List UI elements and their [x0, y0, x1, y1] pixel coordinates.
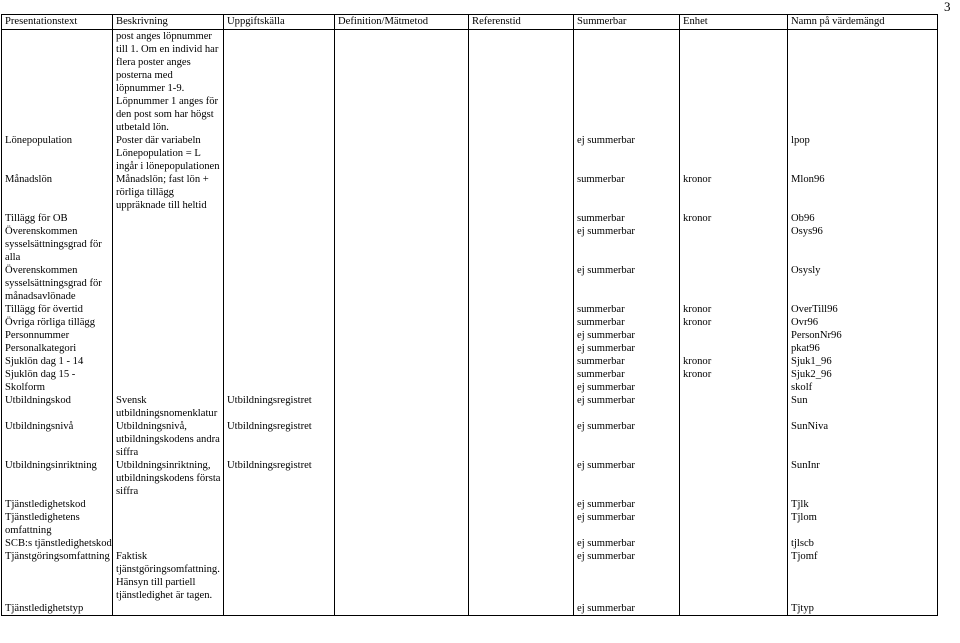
- cell-beskrivning: Poster där variabeln Lönepopulation = L ingår i lönepopulationen: [113, 134, 224, 173]
- cell-uppgiftskalla: [224, 316, 335, 329]
- cell-varde-namn: skolf: [788, 381, 938, 394]
- cell-referenstid: [469, 303, 574, 316]
- cell-varde-namn: Sun: [788, 394, 938, 420]
- cell-varde-namn: PersonNr96: [788, 329, 938, 342]
- cell-enhet: kronor: [680, 212, 788, 225]
- cell-beskrivning: [113, 602, 224, 616]
- table-row: [2, 511, 938, 537]
- cell-definition: [335, 602, 469, 616]
- cell-definition: [335, 550, 469, 602]
- table-row: [2, 264, 938, 303]
- cell-enhet: [680, 537, 788, 550]
- cell-presentationstext: Tjänstledighetskod: [2, 498, 113, 511]
- cell-enhet: [680, 602, 788, 616]
- cell-referenstid: [469, 498, 574, 511]
- cell-varde-namn: Tjlk: [788, 498, 938, 511]
- cell-referenstid: [469, 355, 574, 368]
- cell-presentationstext: Personalkategori: [2, 342, 113, 355]
- cell-varde-namn: Sjuk1_96: [788, 355, 938, 368]
- cell-presentationstext: Utbildningsinriktning: [2, 459, 113, 498]
- cell-varde-namn: pkat96: [788, 342, 938, 355]
- table-header-row: [2, 15, 938, 30]
- cell-definition: [335, 134, 469, 173]
- cell-summerbar: ej summerbar: [574, 537, 680, 550]
- cell-summerbar: ej summerbar: [574, 394, 680, 420]
- cell-summerbar: ej summerbar: [574, 498, 680, 511]
- cell-referenstid: [469, 342, 574, 355]
- cell-summerbar: summerbar: [574, 303, 680, 316]
- column-header: Uppgiftskälla: [224, 15, 335, 30]
- cell-beskrivning: Månadslön; fast lön + rörliga tillägg uppräknade till heltid: [113, 173, 224, 212]
- cell-summerbar: ej summerbar: [574, 134, 680, 173]
- table-row: [2, 355, 938, 368]
- cell-presentationstext: Tjänstledighetstyp: [2, 602, 113, 616]
- cell-summerbar: summerbar: [574, 212, 680, 225]
- cell-uppgiftskalla: Utbildningsregistret: [224, 394, 335, 420]
- column-header: Summerbar: [574, 15, 680, 30]
- cell-uppgiftskalla: [224, 264, 335, 303]
- cell-enhet: [680, 30, 788, 135]
- cell-uppgiftskalla: [224, 602, 335, 616]
- cell-beskrivning: post anges löpnummer till 1. Om en individ har flera poster anges posterna med löpnummer 1-9. Löpnummer 1 anges för den post som har högst utbetald lön.: [113, 30, 224, 135]
- cell-presentationstext: Personnummer: [2, 329, 113, 342]
- cell-uppgiftskalla: Utbildningsregistret: [224, 420, 335, 459]
- cell-enhet: kronor: [680, 368, 788, 381]
- cell-uppgiftskalla: [224, 498, 335, 511]
- cell-summerbar: ej summerbar: [574, 550, 680, 602]
- cell-summerbar: summerbar: [574, 368, 680, 381]
- cell-uppgiftskalla: [224, 368, 335, 381]
- cell-enhet: [680, 225, 788, 264]
- cell-presentationstext: Sjuklön dag 15 -: [2, 368, 113, 381]
- column-header: Namn på värdemängd: [788, 15, 938, 30]
- cell-referenstid: [469, 329, 574, 342]
- cell-varde-namn: Osys96: [788, 225, 938, 264]
- cell-referenstid: [469, 511, 574, 537]
- cell-enhet: [680, 342, 788, 355]
- cell-presentationstext: Tjänstledighetens omfattning: [2, 511, 113, 537]
- cell-referenstid: [469, 134, 574, 173]
- cell-definition: [335, 303, 469, 316]
- cell-enhet: [680, 134, 788, 173]
- table-row: [2, 381, 938, 394]
- cell-summerbar: summerbar: [574, 316, 680, 329]
- cell-uppgiftskalla: [224, 173, 335, 212]
- variable-table: [1, 14, 938, 616]
- cell-referenstid: [469, 225, 574, 264]
- cell-enhet: kronor: [680, 355, 788, 368]
- cell-summerbar: summerbar: [574, 173, 680, 212]
- cell-summerbar: [574, 30, 680, 135]
- cell-beskrivning: Utbildningsinriktning, utbildningskodens första siffra: [113, 459, 224, 498]
- cell-summerbar: ej summerbar: [574, 329, 680, 342]
- cell-uppgiftskalla: [224, 212, 335, 225]
- cell-varde-namn: Ob96: [788, 212, 938, 225]
- cell-beskrivning: [113, 316, 224, 329]
- cell-varde-namn: Tjomf: [788, 550, 938, 602]
- table-row: [2, 498, 938, 511]
- cell-uppgiftskalla: [224, 355, 335, 368]
- cell-definition: [335, 511, 469, 537]
- cell-referenstid: [469, 368, 574, 381]
- table-row: [2, 134, 938, 173]
- cell-summerbar: ej summerbar: [574, 420, 680, 459]
- cell-beskrivning: Utbildningsnivå, utbildningskodens andra siffra: [113, 420, 224, 459]
- table-row: [2, 225, 938, 264]
- cell-beskrivning: [113, 303, 224, 316]
- cell-beskrivning: Faktisk tjänstgöringsomfattning. Hänsyn till partiell tjänstledighet är tagen.: [113, 550, 224, 602]
- cell-enhet: [680, 264, 788, 303]
- column-header: Presentationstext: [2, 15, 113, 30]
- cell-definition: [335, 381, 469, 394]
- cell-definition: [335, 342, 469, 355]
- table-row: [2, 329, 938, 342]
- cell-beskrivning: [113, 498, 224, 511]
- cell-summerbar: ej summerbar: [574, 342, 680, 355]
- cell-summerbar: ej summerbar: [574, 225, 680, 264]
- cell-beskrivning: [113, 381, 224, 394]
- column-header: Referenstid: [469, 15, 574, 30]
- table-row: [2, 342, 938, 355]
- table-row: [2, 550, 938, 602]
- cell-definition: [335, 498, 469, 511]
- cell-referenstid: [469, 264, 574, 303]
- cell-presentationstext: Utbildningsnivå: [2, 420, 113, 459]
- cell-varde-namn: Mlon96: [788, 173, 938, 212]
- cell-presentationstext: Tillägg för övertid: [2, 303, 113, 316]
- cell-summerbar: ej summerbar: [574, 264, 680, 303]
- cell-summerbar: ej summerbar: [574, 602, 680, 616]
- cell-varde-namn: SunNiva: [788, 420, 938, 459]
- cell-referenstid: [469, 537, 574, 550]
- table-row: [2, 316, 938, 329]
- cell-beskrivning: [113, 212, 224, 225]
- cell-beskrivning: Svensk utbildningsnomenklatur: [113, 394, 224, 420]
- cell-uppgiftskalla: Utbildningsregistret: [224, 459, 335, 498]
- cell-presentationstext: Skolform: [2, 381, 113, 394]
- cell-enhet: [680, 329, 788, 342]
- cell-definition: [335, 225, 469, 264]
- cell-summerbar: ej summerbar: [574, 459, 680, 498]
- cell-beskrivning: [113, 355, 224, 368]
- cell-enhet: [680, 459, 788, 498]
- cell-enhet: kronor: [680, 173, 788, 212]
- cell-varde-namn: Tjtyp: [788, 602, 938, 616]
- cell-uppgiftskalla: [224, 303, 335, 316]
- cell-referenstid: [469, 602, 574, 616]
- cell-enhet: [680, 394, 788, 420]
- cell-referenstid: [469, 394, 574, 420]
- cell-presentationstext: SCB:s tjänstledighetskod: [2, 537, 113, 550]
- cell-summerbar: ej summerbar: [574, 511, 680, 537]
- table-row: [2, 303, 938, 316]
- table-row: [2, 459, 938, 498]
- cell-beskrivning: [113, 329, 224, 342]
- cell-presentationstext: Utbildningskod: [2, 394, 113, 420]
- cell-definition: [335, 316, 469, 329]
- cell-presentationstext: Lönepopulation: [2, 134, 113, 173]
- cell-varde-namn: Osysly: [788, 264, 938, 303]
- cell-uppgiftskalla: [224, 342, 335, 355]
- cell-referenstid: [469, 30, 574, 135]
- cell-definition: [335, 30, 469, 135]
- column-header: Definition/Mätmetod: [335, 15, 469, 30]
- cell-definition: [335, 368, 469, 381]
- cell-referenstid: [469, 316, 574, 329]
- cell-enhet: [680, 511, 788, 537]
- cell-referenstid: [469, 420, 574, 459]
- cell-presentationstext: [2, 30, 113, 135]
- cell-beskrivning: [113, 511, 224, 537]
- table-row: [2, 368, 938, 381]
- cell-varde-namn: OverTill96: [788, 303, 938, 316]
- cell-uppgiftskalla: [224, 30, 335, 135]
- table-row: [2, 394, 938, 420]
- cell-uppgiftskalla: [224, 511, 335, 537]
- cell-enhet: [680, 498, 788, 511]
- cell-definition: [335, 173, 469, 212]
- cell-presentationstext: Överenskommen sysselsättningsgrad för alla: [2, 225, 113, 264]
- cell-definition: [335, 355, 469, 368]
- table-row: [2, 212, 938, 225]
- page-number: 3: [944, 0, 951, 14]
- cell-referenstid: [469, 212, 574, 225]
- cell-definition: [335, 212, 469, 225]
- cell-enhet: kronor: [680, 303, 788, 316]
- cell-referenstid: [469, 459, 574, 498]
- cell-uppgiftskalla: [224, 329, 335, 342]
- table-row: [2, 537, 938, 550]
- cell-presentationstext: Sjuklön dag 1 - 14: [2, 355, 113, 368]
- cell-definition: [335, 537, 469, 550]
- cell-uppgiftskalla: [224, 381, 335, 394]
- cell-definition: [335, 394, 469, 420]
- cell-varde-namn: [788, 30, 938, 135]
- cell-definition: [335, 329, 469, 342]
- cell-enhet: kronor: [680, 316, 788, 329]
- cell-varde-namn: Tjlom: [788, 511, 938, 537]
- cell-varde-namn: Sjuk2_96: [788, 368, 938, 381]
- cell-enhet: [680, 550, 788, 602]
- table-row: [2, 602, 938, 616]
- cell-definition: [335, 264, 469, 303]
- cell-summerbar: ej summerbar: [574, 381, 680, 394]
- cell-definition: [335, 420, 469, 459]
- cell-presentationstext: Tillägg för OB: [2, 212, 113, 225]
- cell-varde-namn: SunInr: [788, 459, 938, 498]
- cell-presentationstext: Tjänstgöringsomfattning: [2, 550, 113, 602]
- cell-referenstid: [469, 173, 574, 212]
- cell-beskrivning: [113, 537, 224, 550]
- cell-enhet: [680, 420, 788, 459]
- cell-varde-namn: Ovr96: [788, 316, 938, 329]
- cell-beskrivning: [113, 342, 224, 355]
- cell-definition: [335, 459, 469, 498]
- cell-uppgiftskalla: [224, 537, 335, 550]
- cell-varde-namn: lpop: [788, 134, 938, 173]
- cell-presentationstext: Överenskommen sysselsättningsgrad för månadsavlönade: [2, 264, 113, 303]
- table-row: [2, 420, 938, 459]
- cell-beskrivning: [113, 368, 224, 381]
- cell-uppgiftskalla: [224, 225, 335, 264]
- cell-uppgiftskalla: [224, 134, 335, 173]
- cell-beskrivning: [113, 264, 224, 303]
- cell-referenstid: [469, 550, 574, 602]
- cell-referenstid: [469, 381, 574, 394]
- cell-varde-namn: tjlscb: [788, 537, 938, 550]
- table-row: [2, 173, 938, 212]
- cell-enhet: [680, 381, 788, 394]
- column-header: Enhet: [680, 15, 788, 30]
- cell-uppgiftskalla: [224, 550, 335, 602]
- column-header: Beskrivning: [113, 15, 224, 30]
- cell-presentationstext: Övriga rörliga tillägg: [2, 316, 113, 329]
- cell-beskrivning: [113, 225, 224, 264]
- table-row: [2, 30, 938, 135]
- cell-presentationstext: Månadslön: [2, 173, 113, 212]
- cell-summerbar: summerbar: [574, 355, 680, 368]
